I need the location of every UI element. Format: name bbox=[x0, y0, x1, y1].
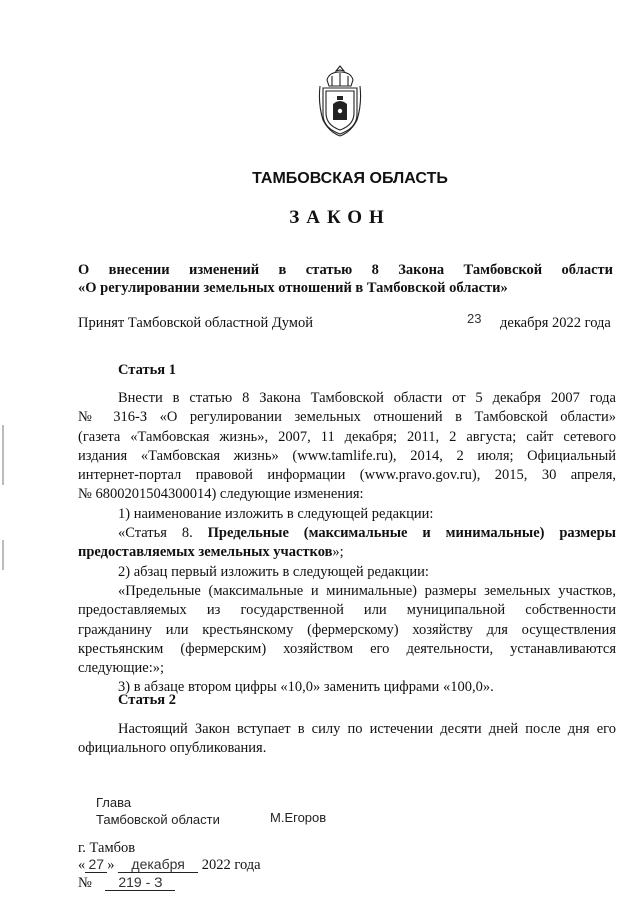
law-title-line-1: О внесении изменений в статью 8 Закона Тамбовской области bbox=[78, 262, 613, 278]
scan-artifact bbox=[2, 425, 4, 485]
amendment-item-2-quote-line: гражданину или крестьянскому (фермерскому) хозяйству для осуществления bbox=[78, 621, 616, 638]
amendment-item-1: 1) наименование изложить в следующей редакции: bbox=[118, 505, 434, 522]
amendment-item-1-quote bbox=[78, 524, 616, 543]
law-title-line-2: «О регулировании земельных отношений в Тамбовской области» bbox=[78, 280, 508, 296]
region-heading: ТАМБОВСКАЯ ОБЛАСТЬ bbox=[252, 170, 448, 187]
number-label: № bbox=[78, 875, 92, 891]
amendment-item-2-quote-line: следующие:»; bbox=[78, 660, 165, 677]
article-2-line: Настоящий Закон вступает в силу по истечении десяти дней после дня его bbox=[118, 721, 616, 737]
article-1-line: (газета «Тамбовская жизнь», 2007, 11 декабря; 2011, 2 августа; сайт сетевого bbox=[78, 428, 616, 445]
law-title bbox=[78, 261, 613, 297]
signatory-position-line-1: Глава bbox=[96, 795, 132, 810]
amendment-item-2-quote-line: «Предельные (максимальные и минимальные) размеры земельных участков, bbox=[118, 582, 616, 599]
issue-year: 2022 года bbox=[201, 857, 261, 873]
article-1-line: № 316-З «О регулировании земельных отношений в Тамбовской области» bbox=[78, 409, 616, 426]
quote-prefix: «Статья 8. bbox=[118, 525, 193, 542]
amendment-item-3: 3) в абзаце втором цифры «10,0» заменить цифрами «100,0». bbox=[118, 679, 494, 696]
adoption-statement: Принят Тамбовской областной Думой bbox=[78, 315, 313, 331]
article-1-heading: Статья 1 bbox=[118, 362, 176, 378]
date-close-quote: » bbox=[107, 857, 115, 873]
quote-bold-text: предоставляемых земельных участков bbox=[78, 544, 333, 561]
issue-day-handwritten: 27 bbox=[85, 856, 107, 873]
amendment-item-2-quote-line: крестьянским (фермерским) хозяйством его деятельности, устанавливаются bbox=[78, 640, 616, 657]
article-2-line: официального опубликования. bbox=[78, 740, 267, 757]
article-2-body bbox=[78, 720, 616, 759]
issue-date bbox=[78, 856, 261, 874]
law-number bbox=[78, 874, 175, 892]
adoption-date: декабря 2022 года bbox=[500, 315, 611, 331]
coat-of-arms-emblem bbox=[317, 64, 363, 138]
document-type-heading: ЗАКОН bbox=[289, 207, 391, 228]
article-1-line: № 6800201504300014) следующие изменения: bbox=[78, 486, 364, 503]
signatory-position-line-2: Тамбовской области bbox=[96, 812, 220, 827]
signatory-name: М.Егоров bbox=[270, 810, 327, 825]
article-1-body bbox=[78, 389, 616, 698]
article-1-line: интернет-портал правовой информации (www.pravo.gov.ru), 2015, 30 апреля, bbox=[78, 467, 616, 484]
amendment-item-2-quote-line: предоставляемых из государственной или муниципальной собственности bbox=[78, 602, 616, 619]
quote-suffix: »; bbox=[332, 544, 344, 561]
amendment-item-1-quote-end bbox=[78, 543, 616, 562]
issue-month-handwritten: декабря bbox=[118, 856, 198, 873]
amendment-item-2: 2) абзац первый изложить в следующей редакции: bbox=[118, 563, 429, 580]
article-1-line: издания «Тамбовская жизнь» (www.tamlife.ru), 2014, 2 июля; Официальный bbox=[78, 447, 616, 464]
adoption-day-handwritten: 23 bbox=[467, 311, 482, 326]
article-2-heading: Статья 2 bbox=[118, 692, 176, 708]
scan-artifact bbox=[2, 540, 4, 570]
article-1-line: Внести в статью 8 Закона Тамбовской области от 5 декабря 2007 года bbox=[118, 390, 616, 406]
issue-city: г. Тамбов bbox=[78, 840, 136, 856]
quote-bold-text: Предельные (максимальные и минимальные) размеры bbox=[207, 525, 616, 542]
date-open-quote: « bbox=[78, 857, 86, 873]
law-number-handwritten: 219 - З bbox=[105, 874, 175, 891]
